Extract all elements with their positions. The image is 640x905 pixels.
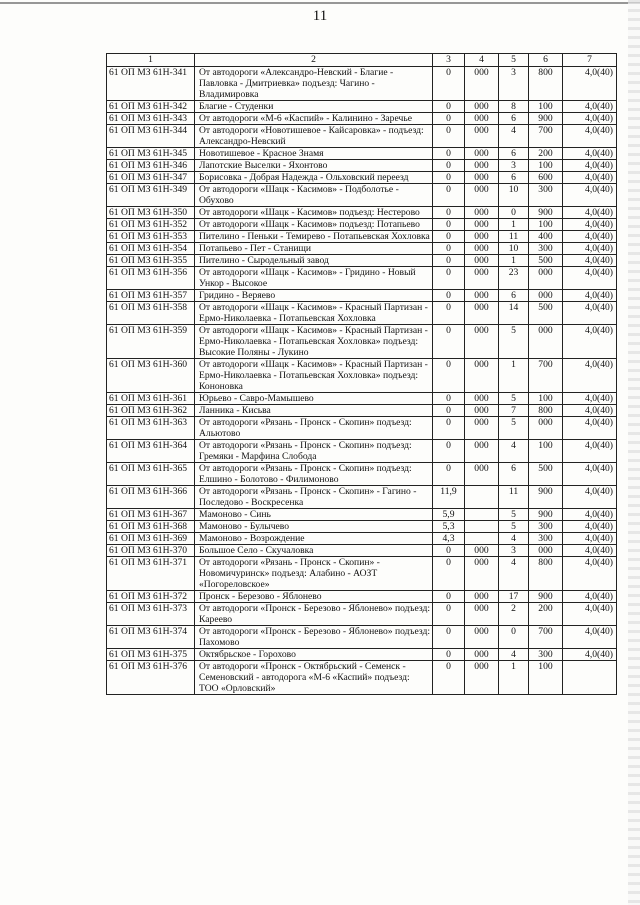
- length-km-cell: 0: [499, 626, 529, 649]
- road-id-cell: 61 ОП МЗ 61Н-352: [107, 219, 195, 231]
- table-row: [107, 603, 617, 626]
- length-km-cell: 10: [499, 184, 529, 207]
- length-km-cell: 0: [499, 207, 529, 219]
- start-km-cell: 0: [433, 359, 465, 393]
- table-row: [107, 325, 617, 359]
- road-id-cell: 61 ОП МЗ 61Н-360: [107, 359, 195, 393]
- length-m-cell: 000: [529, 325, 563, 359]
- col-header-2: 2: [195, 54, 433, 67]
- road-name-cell: Мамоново - Синь: [195, 509, 433, 521]
- road-id-cell: 61 ОП МЗ 61Н-374: [107, 626, 195, 649]
- road-id-cell: 61 ОП МЗ 61Н-349: [107, 184, 195, 207]
- road-id-cell: 61 ОП МЗ 61Н-363: [107, 417, 195, 440]
- col-header-4: 4: [465, 54, 499, 67]
- road-id-cell: 61 ОП МЗ 61Н-364: [107, 440, 195, 463]
- road-name-cell: Пронск - Березово - Яблонево: [195, 591, 433, 603]
- start-m-cell: 000: [465, 302, 499, 325]
- length-m-cell: 500: [529, 302, 563, 325]
- length-m-cell: 800: [529, 405, 563, 417]
- table-row: [107, 649, 617, 661]
- start-km-cell: 0: [433, 393, 465, 405]
- start-km-cell: 0: [433, 417, 465, 440]
- table-row: [107, 255, 617, 267]
- road-id-cell: 61 ОП МЗ 61Н-353: [107, 231, 195, 243]
- start-km-cell: 4,3: [433, 533, 465, 545]
- category-cell: 4,0(40): [563, 243, 617, 255]
- start-m-cell: [465, 509, 499, 521]
- start-m-cell: [465, 533, 499, 545]
- category-cell: 4,0(40): [563, 125, 617, 148]
- length-m-cell: 300: [529, 243, 563, 255]
- col-header-7: 7: [563, 54, 617, 67]
- start-m-cell: 000: [465, 101, 499, 113]
- category-cell: 4,0(40): [563, 302, 617, 325]
- road-id-cell: 61 ОП МЗ 61Н-347: [107, 172, 195, 184]
- start-km-cell: 0: [433, 649, 465, 661]
- start-km-cell: 5,9: [433, 509, 465, 521]
- start-km-cell: 0: [433, 148, 465, 160]
- table-row: [107, 219, 617, 231]
- start-km-cell: 0: [433, 125, 465, 148]
- length-m-cell: 900: [529, 207, 563, 219]
- category-cell: 4,0(40): [563, 405, 617, 417]
- length-km-cell: 2: [499, 603, 529, 626]
- length-km-cell: 1: [499, 255, 529, 267]
- start-km-cell: 0: [433, 325, 465, 359]
- category-cell: 4,0(40): [563, 509, 617, 521]
- category-cell: 4,0(40): [563, 626, 617, 649]
- length-m-cell: 300: [529, 521, 563, 533]
- table-row: [107, 557, 617, 591]
- length-km-cell: 17: [499, 591, 529, 603]
- road-name-cell: От автодороги «Рязань - Пронск - Скопин» подъезд: Гремяки - Марфина Слобода: [195, 440, 433, 463]
- length-m-cell: 100: [529, 101, 563, 113]
- length-m-cell: 400: [529, 231, 563, 243]
- table-row: [107, 302, 617, 325]
- table-row: [107, 463, 617, 486]
- table-row: [107, 243, 617, 255]
- length-m-cell: 100: [529, 219, 563, 231]
- road-name-cell: Лапотские Выселки - Яхонтово: [195, 160, 433, 172]
- length-km-cell: 4: [499, 557, 529, 591]
- category-cell: 4,0(40): [563, 160, 617, 172]
- length-km-cell: 5: [499, 325, 529, 359]
- start-km-cell: 0: [433, 545, 465, 557]
- road-name-cell: От автодороги «Шацк - Касимов» - Красный Партизан - Ермо-Николаевка - Потапьевская Хохловка» подъезд: Высокие Поляны - Лукино: [195, 325, 433, 359]
- road-id-cell: 61 ОП МЗ 61Н-346: [107, 160, 195, 172]
- category-cell: 4,0(40): [563, 463, 617, 486]
- table-row: [107, 417, 617, 440]
- length-m-cell: 000: [529, 417, 563, 440]
- col-header-5: 5: [499, 54, 529, 67]
- start-m-cell: 000: [465, 405, 499, 417]
- road-id-cell: 61 ОП МЗ 61Н-341: [107, 67, 195, 101]
- length-m-cell: 800: [529, 557, 563, 591]
- start-km-cell: 0: [433, 231, 465, 243]
- length-m-cell: 900: [529, 509, 563, 521]
- road-name-cell: Юрьево - Савро-Мамышево: [195, 393, 433, 405]
- start-km-cell: 0: [433, 172, 465, 184]
- start-m-cell: 000: [465, 591, 499, 603]
- start-km-cell: 0: [433, 160, 465, 172]
- category-cell: 4,0(40): [563, 417, 617, 440]
- table-row: [107, 405, 617, 417]
- start-km-cell: 0: [433, 243, 465, 255]
- length-km-cell: 1: [499, 219, 529, 231]
- road-id-cell: 61 ОП МЗ 61Н-376: [107, 661, 195, 695]
- start-m-cell: 000: [465, 545, 499, 557]
- table-row: [107, 207, 617, 219]
- road-name-cell: Большое Село - Скучаловка: [195, 545, 433, 557]
- category-cell: 4,0(40): [563, 603, 617, 626]
- category-cell: 4,0(40): [563, 591, 617, 603]
- road-id-cell: 61 ОП МЗ 61Н-362: [107, 405, 195, 417]
- road-name-cell: От автодороги «М-6 «Каспий» - Калинино - Заречье: [195, 113, 433, 125]
- category-cell: 4,0(40): [563, 101, 617, 113]
- road-name-cell: От автодороги «Пронск - Березово - Яблонево» подъезд: Кареево: [195, 603, 433, 626]
- length-km-cell: 14: [499, 302, 529, 325]
- start-km-cell: 0: [433, 557, 465, 591]
- road-name-cell: Потапьево - Пет - Станищи: [195, 243, 433, 255]
- table-row: [107, 101, 617, 113]
- start-m-cell: 000: [465, 184, 499, 207]
- length-m-cell: 700: [529, 359, 563, 393]
- length-km-cell: 1: [499, 661, 529, 695]
- length-m-cell: 200: [529, 148, 563, 160]
- category-cell: 4,0(40): [563, 67, 617, 101]
- category-cell: 4,0(40): [563, 172, 617, 184]
- category-cell: 4,0(40): [563, 325, 617, 359]
- category-cell: 4,0(40): [563, 184, 617, 207]
- start-m-cell: 000: [465, 255, 499, 267]
- start-m-cell: [465, 521, 499, 533]
- road-id-cell: 61 ОП МЗ 61Н-368: [107, 521, 195, 533]
- table-row: [107, 393, 617, 405]
- start-m-cell: 000: [465, 67, 499, 101]
- length-m-cell: 100: [529, 393, 563, 405]
- table-row: [107, 160, 617, 172]
- category-cell: 4,0(40): [563, 649, 617, 661]
- category-cell: 4,0(40): [563, 393, 617, 405]
- length-m-cell: 000: [529, 267, 563, 290]
- road-id-cell: 61 ОП МЗ 61Н-361: [107, 393, 195, 405]
- road-name-cell: Новотишевое - Красное Знамя: [195, 148, 433, 160]
- length-km-cell: 4: [499, 649, 529, 661]
- category-cell: 4,0(40): [563, 290, 617, 302]
- road-name-cell: От автодороги «Шацк - Касимов» - Красный Партизан - Ермо-Николаевка - Потапьевская Хохловка: [195, 302, 433, 325]
- start-km-cell: 11,9: [433, 486, 465, 509]
- length-m-cell: 200: [529, 603, 563, 626]
- length-m-cell: 500: [529, 255, 563, 267]
- col-header-1: 1: [107, 54, 195, 67]
- table-row: [107, 359, 617, 393]
- table-row: [107, 440, 617, 463]
- road-id-cell: 61 ОП МЗ 61Н-355: [107, 255, 195, 267]
- road-name-cell: Борисовка - Добрая Надежда - Ольховский переезд: [195, 172, 433, 184]
- start-km-cell: 0: [433, 302, 465, 325]
- road-id-cell: 61 ОП МЗ 61Н-371: [107, 557, 195, 591]
- header-row: [107, 54, 617, 67]
- table-row: [107, 545, 617, 557]
- col-header-6: 6: [529, 54, 563, 67]
- category-cell: 4,0(40): [563, 545, 617, 557]
- length-km-cell: 10: [499, 243, 529, 255]
- start-km-cell: 0: [433, 440, 465, 463]
- start-km-cell: 0: [433, 603, 465, 626]
- scan-right-edge: [628, 0, 640, 905]
- start-km-cell: 0: [433, 255, 465, 267]
- start-km-cell: 0: [433, 219, 465, 231]
- table-row: [107, 172, 617, 184]
- length-km-cell: 23: [499, 267, 529, 290]
- length-km-cell: 4: [499, 533, 529, 545]
- length-m-cell: 000: [529, 290, 563, 302]
- start-km-cell: 0: [433, 267, 465, 290]
- length-km-cell: 5: [499, 521, 529, 533]
- road-id-cell: 61 ОП МЗ 61Н-354: [107, 243, 195, 255]
- table-row: [107, 290, 617, 302]
- table-row: [107, 113, 617, 125]
- road-id-cell: 61 ОП МЗ 61Н-370: [107, 545, 195, 557]
- length-m-cell: 300: [529, 649, 563, 661]
- length-km-cell: 3: [499, 545, 529, 557]
- start-km-cell: 0: [433, 626, 465, 649]
- table-row: [107, 184, 617, 207]
- table-body: [107, 67, 617, 695]
- road-name-cell: От автодороги «Новотишевое - Кайсаровка» - подъезд: Александро-Невский: [195, 125, 433, 148]
- category-cell: 4,0(40): [563, 533, 617, 545]
- start-km-cell: 0: [433, 101, 465, 113]
- road-id-cell: 61 ОП МЗ 61Н-366: [107, 486, 195, 509]
- start-km-cell: 0: [433, 463, 465, 486]
- table-row: [107, 591, 617, 603]
- length-km-cell: 7: [499, 405, 529, 417]
- start-m-cell: 000: [465, 160, 499, 172]
- length-km-cell: 3: [499, 67, 529, 101]
- road-name-cell: От автодороги «Пронск - Березово - Яблонево» подъезд: Пахомово: [195, 626, 433, 649]
- road-name-cell: Октябрьское - Горохово: [195, 649, 433, 661]
- table-row: [107, 67, 617, 101]
- length-m-cell: 900: [529, 486, 563, 509]
- start-m-cell: 000: [465, 393, 499, 405]
- start-km-cell: 5,3: [433, 521, 465, 533]
- length-km-cell: 11: [499, 231, 529, 243]
- road-id-cell: 61 ОП МЗ 61Н-342: [107, 101, 195, 113]
- start-m-cell: 000: [465, 626, 499, 649]
- category-cell: 4,0(40): [563, 440, 617, 463]
- road-id-cell: 61 ОП МЗ 61Н-372: [107, 591, 195, 603]
- table-row: [107, 486, 617, 509]
- category-cell: 4,0(40): [563, 148, 617, 160]
- road-name-cell: От автодороги «Рязань - Пронск - Скопин» - Гагино - Последово - Воскресенка: [195, 486, 433, 509]
- category-cell: 4,0(40): [563, 557, 617, 591]
- road-name-cell: Ланника - Кисьва: [195, 405, 433, 417]
- category-cell: 4,0(40): [563, 219, 617, 231]
- start-m-cell: 000: [465, 219, 499, 231]
- table-row: [107, 626, 617, 649]
- start-m-cell: 000: [465, 463, 499, 486]
- start-m-cell: 000: [465, 603, 499, 626]
- length-km-cell: 1: [499, 359, 529, 393]
- category-cell: 4,0(40): [563, 359, 617, 393]
- road-id-cell: 61 ОП МЗ 61Н-356: [107, 267, 195, 290]
- road-id-cell: 61 ОП МЗ 61Н-367: [107, 509, 195, 521]
- page-number: 11: [312, 8, 328, 24]
- length-km-cell: 6: [499, 148, 529, 160]
- start-m-cell: 000: [465, 359, 499, 393]
- table-row: [107, 148, 617, 160]
- start-m-cell: 000: [465, 649, 499, 661]
- start-m-cell: 000: [465, 290, 499, 302]
- road-id-cell: 61 ОП МЗ 61Н-343: [107, 113, 195, 125]
- road-name-cell: От автодороги «Шацк - Касимов» - Подболотье - Обухово: [195, 184, 433, 207]
- road-id-cell: 61 ОП МЗ 61Н-359: [107, 325, 195, 359]
- length-m-cell: 100: [529, 661, 563, 695]
- start-km-cell: 0: [433, 67, 465, 101]
- length-km-cell: 6: [499, 290, 529, 302]
- road-name-cell: Гридино - Веряево: [195, 290, 433, 302]
- length-km-cell: 5: [499, 509, 529, 521]
- category-cell: 4,0(40): [563, 267, 617, 290]
- table-row: [107, 521, 617, 533]
- start-m-cell: 000: [465, 267, 499, 290]
- start-m-cell: 000: [465, 557, 499, 591]
- length-m-cell: 100: [529, 440, 563, 463]
- length-m-cell: 100: [529, 160, 563, 172]
- road-name-cell: Пителино - Пеньки - Темирево - Потапьевская Хохловка: [195, 231, 433, 243]
- road-id-cell: 61 ОП МЗ 61Н-358: [107, 302, 195, 325]
- start-m-cell: 000: [465, 113, 499, 125]
- road-id-cell: 61 ОП МЗ 61Н-373: [107, 603, 195, 626]
- length-m-cell: 300: [529, 184, 563, 207]
- start-m-cell: 000: [465, 207, 499, 219]
- table-row: [107, 231, 617, 243]
- table-row: [107, 267, 617, 290]
- category-cell: 4,0(40): [563, 207, 617, 219]
- road-name-cell: От автодороги «Рязань - Пронск - Скопин» подъезд: Елшино - Болотово - Филимоново: [195, 463, 433, 486]
- length-m-cell: 700: [529, 626, 563, 649]
- start-m-cell: 000: [465, 243, 499, 255]
- road-name-cell: От автодороги «Шацк - Касимов» подъезд: Потапьево: [195, 219, 433, 231]
- start-m-cell: 000: [465, 440, 499, 463]
- start-m-cell: 000: [465, 231, 499, 243]
- road-name-cell: От автодороги «Александро-Невский - Благие - Павловка - Дмитриевка» подъезд: Чагино - Владимировка: [195, 67, 433, 101]
- length-km-cell: 5: [499, 417, 529, 440]
- category-cell: 4,0(40): [563, 113, 617, 125]
- road-id-cell: 61 ОП МЗ 61Н-344: [107, 125, 195, 148]
- length-m-cell: 800: [529, 67, 563, 101]
- start-km-cell: 0: [433, 290, 465, 302]
- road-name-cell: От автодороги «Шацк - Касимов» подъезд: Нестерово: [195, 207, 433, 219]
- start-m-cell: 000: [465, 125, 499, 148]
- length-km-cell: 3: [499, 160, 529, 172]
- road-id-cell: 61 ОП МЗ 61Н-365: [107, 463, 195, 486]
- road-id-cell: 61 ОП МЗ 61Н-357: [107, 290, 195, 302]
- table-row: [107, 661, 617, 695]
- road-name-cell: От автодороги «Рязань - Пронск - Скопин» - Новомичуринск» подъезд: Алабино - АОЗТ «Погореловское»: [195, 557, 433, 591]
- length-km-cell: 6: [499, 172, 529, 184]
- length-m-cell: 000: [529, 545, 563, 557]
- road-name-cell: Мамоново - Булычево: [195, 521, 433, 533]
- category-cell: 4,0(40): [563, 255, 617, 267]
- length-m-cell: 900: [529, 591, 563, 603]
- length-m-cell: 700: [529, 125, 563, 148]
- table-row: [107, 533, 617, 545]
- length-km-cell: 6: [499, 113, 529, 125]
- start-km-cell: 0: [433, 113, 465, 125]
- length-km-cell: 4: [499, 125, 529, 148]
- start-m-cell: 000: [465, 661, 499, 695]
- category-cell: 4,0(40): [563, 231, 617, 243]
- road-name-cell: От автодороги «Рязань - Пронск - Скопин» подъезд: Альютово: [195, 417, 433, 440]
- road-id-cell: 61 ОП МЗ 61Н-369: [107, 533, 195, 545]
- start-m-cell: 000: [465, 417, 499, 440]
- road-name-cell: Благие - Студенки: [195, 101, 433, 113]
- table-row: [107, 125, 617, 148]
- road-id-cell: 61 ОП МЗ 61Н-345: [107, 148, 195, 160]
- road-name-cell: От автодороги «Шацк - Касимов» - Красный Партизан - Ермо-Николаевка - Потапьевская Хохловка» подъезд: Кононовка: [195, 359, 433, 393]
- scan-top-edge: [0, 2, 640, 4]
- length-km-cell: 6: [499, 463, 529, 486]
- length-m-cell: 600: [529, 172, 563, 184]
- length-km-cell: 5: [499, 393, 529, 405]
- road-name-cell: Мамоново - Возрождение: [195, 533, 433, 545]
- start-m-cell: 000: [465, 325, 499, 359]
- start-km-cell: 0: [433, 184, 465, 207]
- start-m-cell: 000: [465, 172, 499, 184]
- roads-table: [106, 53, 617, 695]
- length-m-cell: 300: [529, 533, 563, 545]
- length-m-cell: 900: [529, 113, 563, 125]
- road-name-cell: От автодороги «Пронск - Октябрьский - Семенск - Семеновский - автодорога «М-6 «Каспий» подъезд: ТОО «Орловский»: [195, 661, 433, 695]
- start-km-cell: 0: [433, 591, 465, 603]
- road-name-cell: От автодороги «Шацк - Касимов» - Гридино - Новый Ункор - Высокое: [195, 267, 433, 290]
- length-km-cell: 4: [499, 440, 529, 463]
- start-m-cell: 000: [465, 148, 499, 160]
- length-m-cell: 500: [529, 463, 563, 486]
- category-cell: 4,0(40): [563, 486, 617, 509]
- start-m-cell: [465, 486, 499, 509]
- road-name-cell: Пителино - Сыродельный завод: [195, 255, 433, 267]
- start-km-cell: 0: [433, 405, 465, 417]
- length-km-cell: 8: [499, 101, 529, 113]
- road-id-cell: 61 ОП МЗ 61Н-350: [107, 207, 195, 219]
- road-id-cell: 61 ОП МЗ 61Н-375: [107, 649, 195, 661]
- start-km-cell: 0: [433, 661, 465, 695]
- category-cell: 4,0(40): [563, 521, 617, 533]
- category-cell: [563, 661, 617, 695]
- col-header-3: 3: [433, 54, 465, 67]
- length-km-cell: 11: [499, 486, 529, 509]
- start-km-cell: 0: [433, 207, 465, 219]
- table-row: [107, 509, 617, 521]
